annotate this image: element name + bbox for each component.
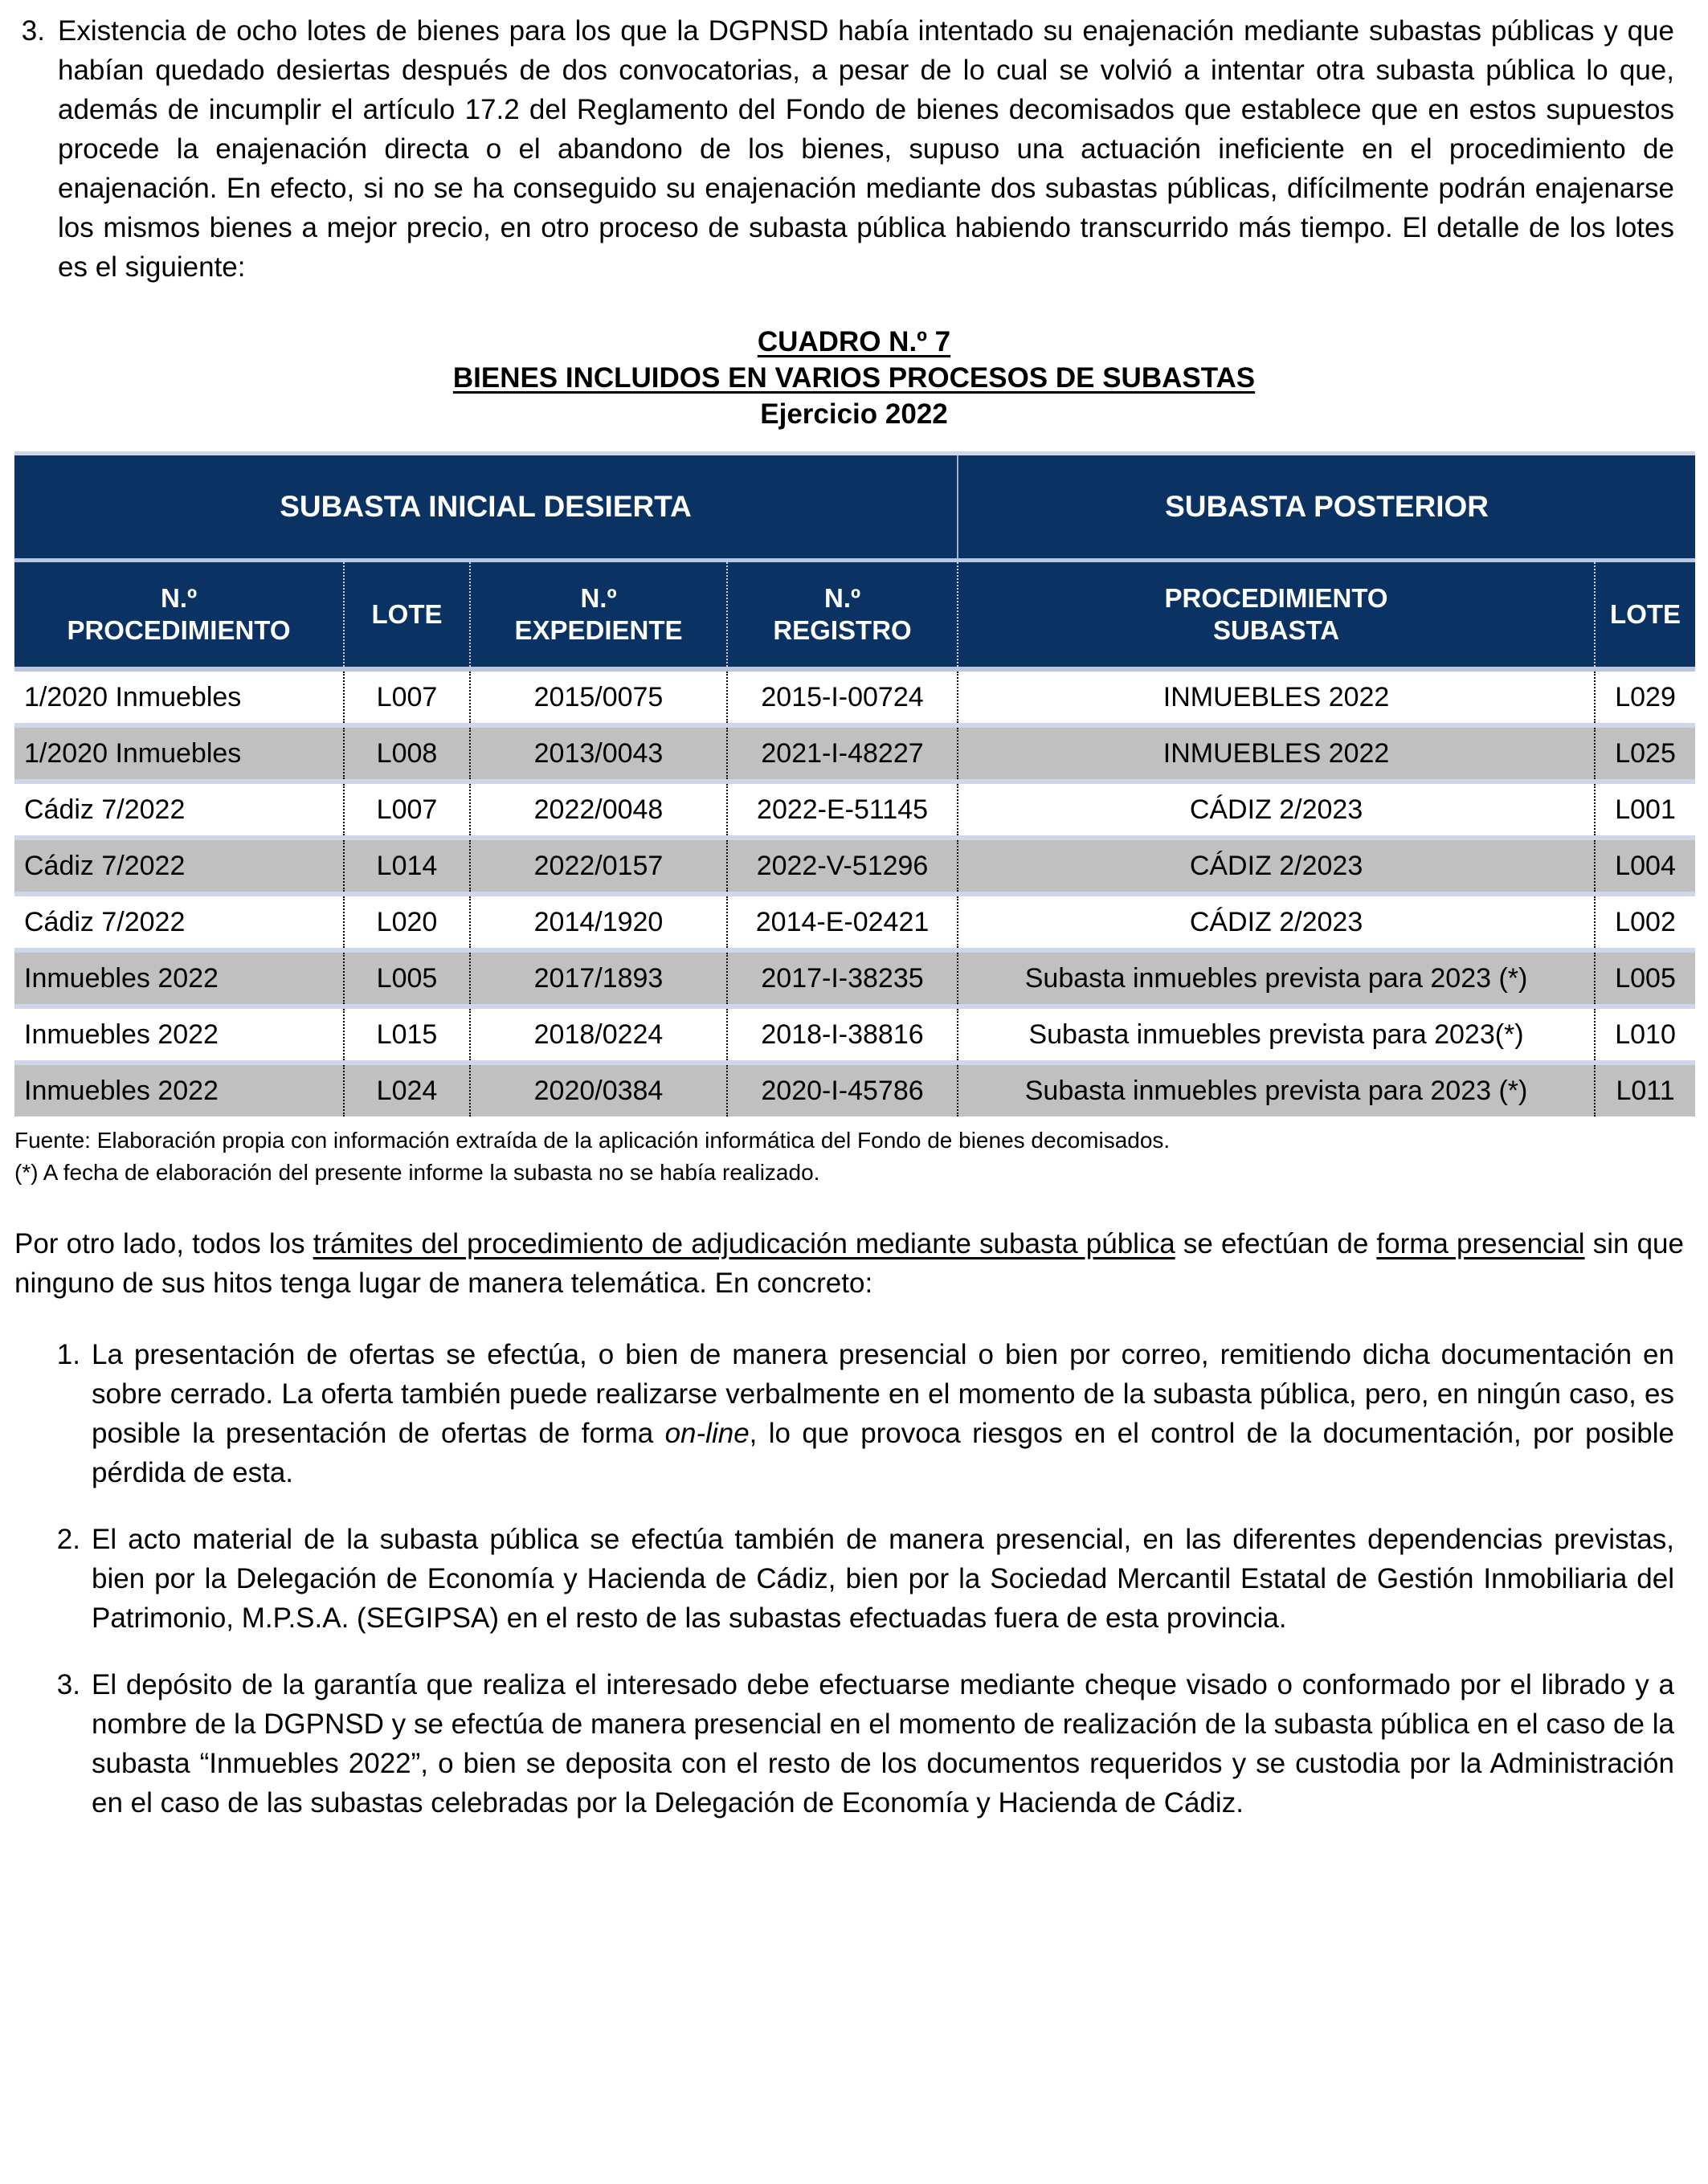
table-cell: 1/2020 Inmuebles — [14, 725, 344, 782]
table-cell: L014 — [344, 838, 470, 894]
table-cell: Subasta inmuebles prevista para 2023(*) — [958, 1006, 1595, 1063]
column-header-lote-posterior-l1: LOTE — [1610, 599, 1681, 629]
lower-list-text-part1: La presentación de ofertas se efectúa, o bien de manera presencial o bien por correo, remitiendo dicha documentación en sobre cerrado. La oferta también puede realizarse verbalmente en el momento de la subasta pública, pero, en ningún caso, es posible la presentación de ofertas de forma — [92, 1339, 1674, 1449]
column-header-procedimiento-subasta-l2: SUBASTA — [1213, 615, 1340, 645]
table-cell: Cádiz 7/2022 — [14, 894, 344, 950]
table-cell: 2017-I-38235 — [727, 950, 958, 1006]
caption-line-2-text: BIENES INCLUIDOS EN VARIOS PROCESOS DE SUBASTAS — [452, 362, 1256, 394]
column-header-n-registro — [727, 561, 958, 670]
caption-line-1 — [0, 324, 1708, 360]
table-cell: Inmuebles 2022 — [14, 1006, 344, 1063]
caption-line-3: Ejercicio 2022 — [760, 398, 948, 430]
table-row — [14, 1063, 1695, 1116]
table-cell: L001 — [1595, 782, 1695, 838]
table-cell: Inmuebles 2022 — [14, 950, 344, 1006]
intro-list-item — [0, 0, 1708, 287]
table-cell: 2014/1920 — [470, 894, 727, 950]
table-cell: L015 — [344, 1006, 470, 1063]
lower-list-item — [0, 1665, 1708, 1823]
table-row — [14, 725, 1695, 782]
lower-list-item — [0, 1335, 1708, 1492]
source-note: Fuente: Elaboración propia con información extraída de la aplicación informática del Fondo de bienes decomisados. — [14, 1128, 1171, 1153]
table-cell: 2022-E-51145 — [727, 782, 958, 838]
lower-list-text-italic: on-line — [664, 1418, 750, 1449]
caption-line-1-text: CUADRO N.º 7 — [757, 326, 951, 357]
table-cell: L025 — [1595, 725, 1695, 782]
table-cell: 2022/0157 — [470, 838, 727, 894]
table-cell: 2018/0224 — [470, 1006, 727, 1063]
table-cell: 2015-I-00724 — [727, 669, 958, 725]
table-cell: CÁDIZ 2/2023 — [958, 894, 1595, 950]
table-cell: 2015/0075 — [470, 669, 727, 725]
table-head — [14, 454, 1695, 670]
lower-list-text — [92, 1335, 1674, 1492]
asterisk-note: (*) A fecha de elaboración del presente informe la subasta no se había realizado. — [14, 1160, 820, 1185]
lower-list-text — [92, 1520, 1674, 1638]
column-header-lote-posterior — [1595, 561, 1695, 670]
table-row — [14, 950, 1695, 1006]
table-cell: L005 — [344, 950, 470, 1006]
table-cell: Subasta inmuebles prevista para 2023 (*) — [958, 1063, 1595, 1116]
table-cell: L024 — [344, 1063, 470, 1116]
table-container — [14, 451, 1695, 1116]
table-cell: 2021-I-48227 — [727, 725, 958, 782]
table-row — [14, 1006, 1695, 1063]
column-header-n-expediente — [470, 561, 727, 670]
column-header-n-procedimiento — [14, 561, 344, 670]
table-cell: L007 — [344, 782, 470, 838]
table-cell: Inmuebles 2022 — [14, 1063, 344, 1116]
table-cell: 2022-V-51296 — [727, 838, 958, 894]
table-cell: L029 — [1595, 669, 1695, 725]
mid-paragraph-underline1: trámites del procedimiento de adjudicación mediante subasta pública — [313, 1228, 1175, 1259]
column-header-lote-inicial — [344, 561, 470, 670]
table-cell: L007 — [344, 669, 470, 725]
column-header-n-registro-l2: REGISTRO — [773, 615, 912, 645]
table-cell: L020 — [344, 894, 470, 950]
table-cell: CÁDIZ 2/2023 — [958, 838, 1595, 894]
lower-list-marker: 1. — [56, 1339, 80, 1370]
column-header-n-expediente-l1: N.º — [580, 583, 617, 613]
table-cell: 2020-I-45786 — [727, 1063, 958, 1116]
table-row — [14, 782, 1695, 838]
column-header-row — [14, 561, 1695, 670]
column-header-lote-inicial-l1: LOTE — [371, 599, 443, 629]
intro-list-text: Existencia de ocho lotes de bienes para los que la DGPNSD había intentado su enajenación mediante subastas públicas y que habían quedado desiertas después de dos convocatorias, a pesar de lo cual se volvió a intentar otra subasta pública lo que, además de incumplir el artículo 17.2 del Reglamento del Fondo de bienes decomisados que establece que en estos supuestos procede la enajenación directa o el abandono de los bienes, supuso una actuación ineficiente en el procedimiento de enajenación. En efecto, si no se ha conseguido su enajenación mediante dos subastas públicas, difícilmente podrán enajenarse los mismos bienes a mejor precio, en otro proceso de subasta pública habiendo transcurrido más tiempo. El detalle de los lotes es el siguiente: — [58, 15, 1674, 283]
table-cell: Cádiz 7/2022 — [14, 838, 344, 894]
column-header-procedimiento-subasta — [958, 561, 1595, 670]
group-header-subasta-posterior: SUBASTA POSTERIOR — [958, 454, 1695, 561]
column-header-n-procedimiento-l2: PROCEDIMIENTO — [67, 615, 291, 645]
table-row — [14, 894, 1695, 950]
mid-paragraph-part3: sin que ninguno de sus hitos tenga lugar de manera telemática. En concreto: — [14, 1228, 1684, 1299]
caption-line-2 — [0, 360, 1708, 396]
table-cell: L004 — [1595, 838, 1695, 894]
mid-paragraph-part2: se efectúan de — [1175, 1228, 1377, 1259]
table-cell: L005 — [1595, 950, 1695, 1006]
lower-list-marker: 2. — [56, 1524, 80, 1555]
table-cell: 2017/1893 — [470, 950, 727, 1006]
table-row — [14, 838, 1695, 894]
table-cell: 2014-E-02421 — [727, 894, 958, 950]
mid-paragraph-underline2: forma presencial — [1376, 1228, 1585, 1259]
table-cell: 1/2020 Inmuebles — [14, 669, 344, 725]
table-cell: 2018-I-38816 — [727, 1006, 958, 1063]
intro-list-marker: 3. — [21, 15, 45, 47]
lower-list-item — [0, 1520, 1708, 1638]
table-body — [14, 669, 1695, 1116]
table-cell: L002 — [1595, 894, 1695, 950]
table-cell: 2022/0048 — [470, 782, 727, 838]
column-header-n-expediente-l2: EXPEDIENTE — [514, 615, 683, 645]
lower-list-text-part1: El depósito de la garantía que realiza el interesado debe efectuarse mediante cheque visado o conformado por el librado y a nombre de la DGPNSD y se efectúa de manera presencial en el momento de realización de la subasta pública en el caso de la subasta “Inmuebles 2022”, o bien se deposita con el resto de los documentos requeridos y se custodia por la Administración en el caso de las subastas celebradas por la Delegación de Economía y Hacienda de Cádiz. — [92, 1669, 1674, 1819]
lower-list-marker: 3. — [56, 1669, 80, 1700]
table-cell: INMUEBLES 2022 — [958, 669, 1595, 725]
column-header-procedimiento-subasta-l1: PROCEDIMIENTO — [1164, 583, 1388, 613]
mid-paragraph — [14, 1224, 1684, 1303]
table-cell: L010 — [1595, 1006, 1695, 1063]
table-cell: 2020/0384 — [470, 1063, 727, 1116]
cuadro-7-table — [14, 451, 1695, 1116]
table-caption — [0, 324, 1708, 432]
table-cell: L011 — [1595, 1063, 1695, 1116]
column-header-n-procedimiento-l1: N.º — [160, 583, 198, 613]
table-cell: Subasta inmuebles prevista para 2023 (*) — [958, 950, 1595, 1006]
table-cell: CÁDIZ 2/2023 — [958, 782, 1595, 838]
mid-paragraph-part1: Por otro lado, todos los — [14, 1228, 313, 1259]
table-cell: L008 — [344, 725, 470, 782]
table-cell: 2013/0043 — [470, 725, 727, 782]
group-header-subasta-inicial: SUBASTA INICIAL DESIERTA — [14, 454, 958, 561]
table-row — [14, 669, 1695, 725]
table-cell: INMUEBLES 2022 — [958, 725, 1595, 782]
lower-list-text-part1: El acto material de la subasta pública se efectúa también de manera presencial, en las diferentes dependencias previstas, bien por la Delegación de Economía y Hacienda de Cádiz, bien por la Sociedad Mercantil Estatal de Gestión Inmobiliaria del Patrimonio, M.P.S.A. (SEGIPSA) en el resto de las subastas efectuadas fuera de esta provincia. — [92, 1524, 1674, 1634]
lower-list-text-part2: , lo que provoca riesgos en el control de la documentación, por posible pérdida de esta. — [92, 1418, 1674, 1488]
table-notes — [14, 1125, 1708, 1189]
group-header-row — [14, 454, 1695, 561]
column-header-n-registro-l1: N.º — [823, 583, 861, 613]
lower-list-text — [92, 1665, 1674, 1823]
table-cell: Cádiz 7/2022 — [14, 782, 344, 838]
lower-list — [0, 1335, 1708, 1823]
